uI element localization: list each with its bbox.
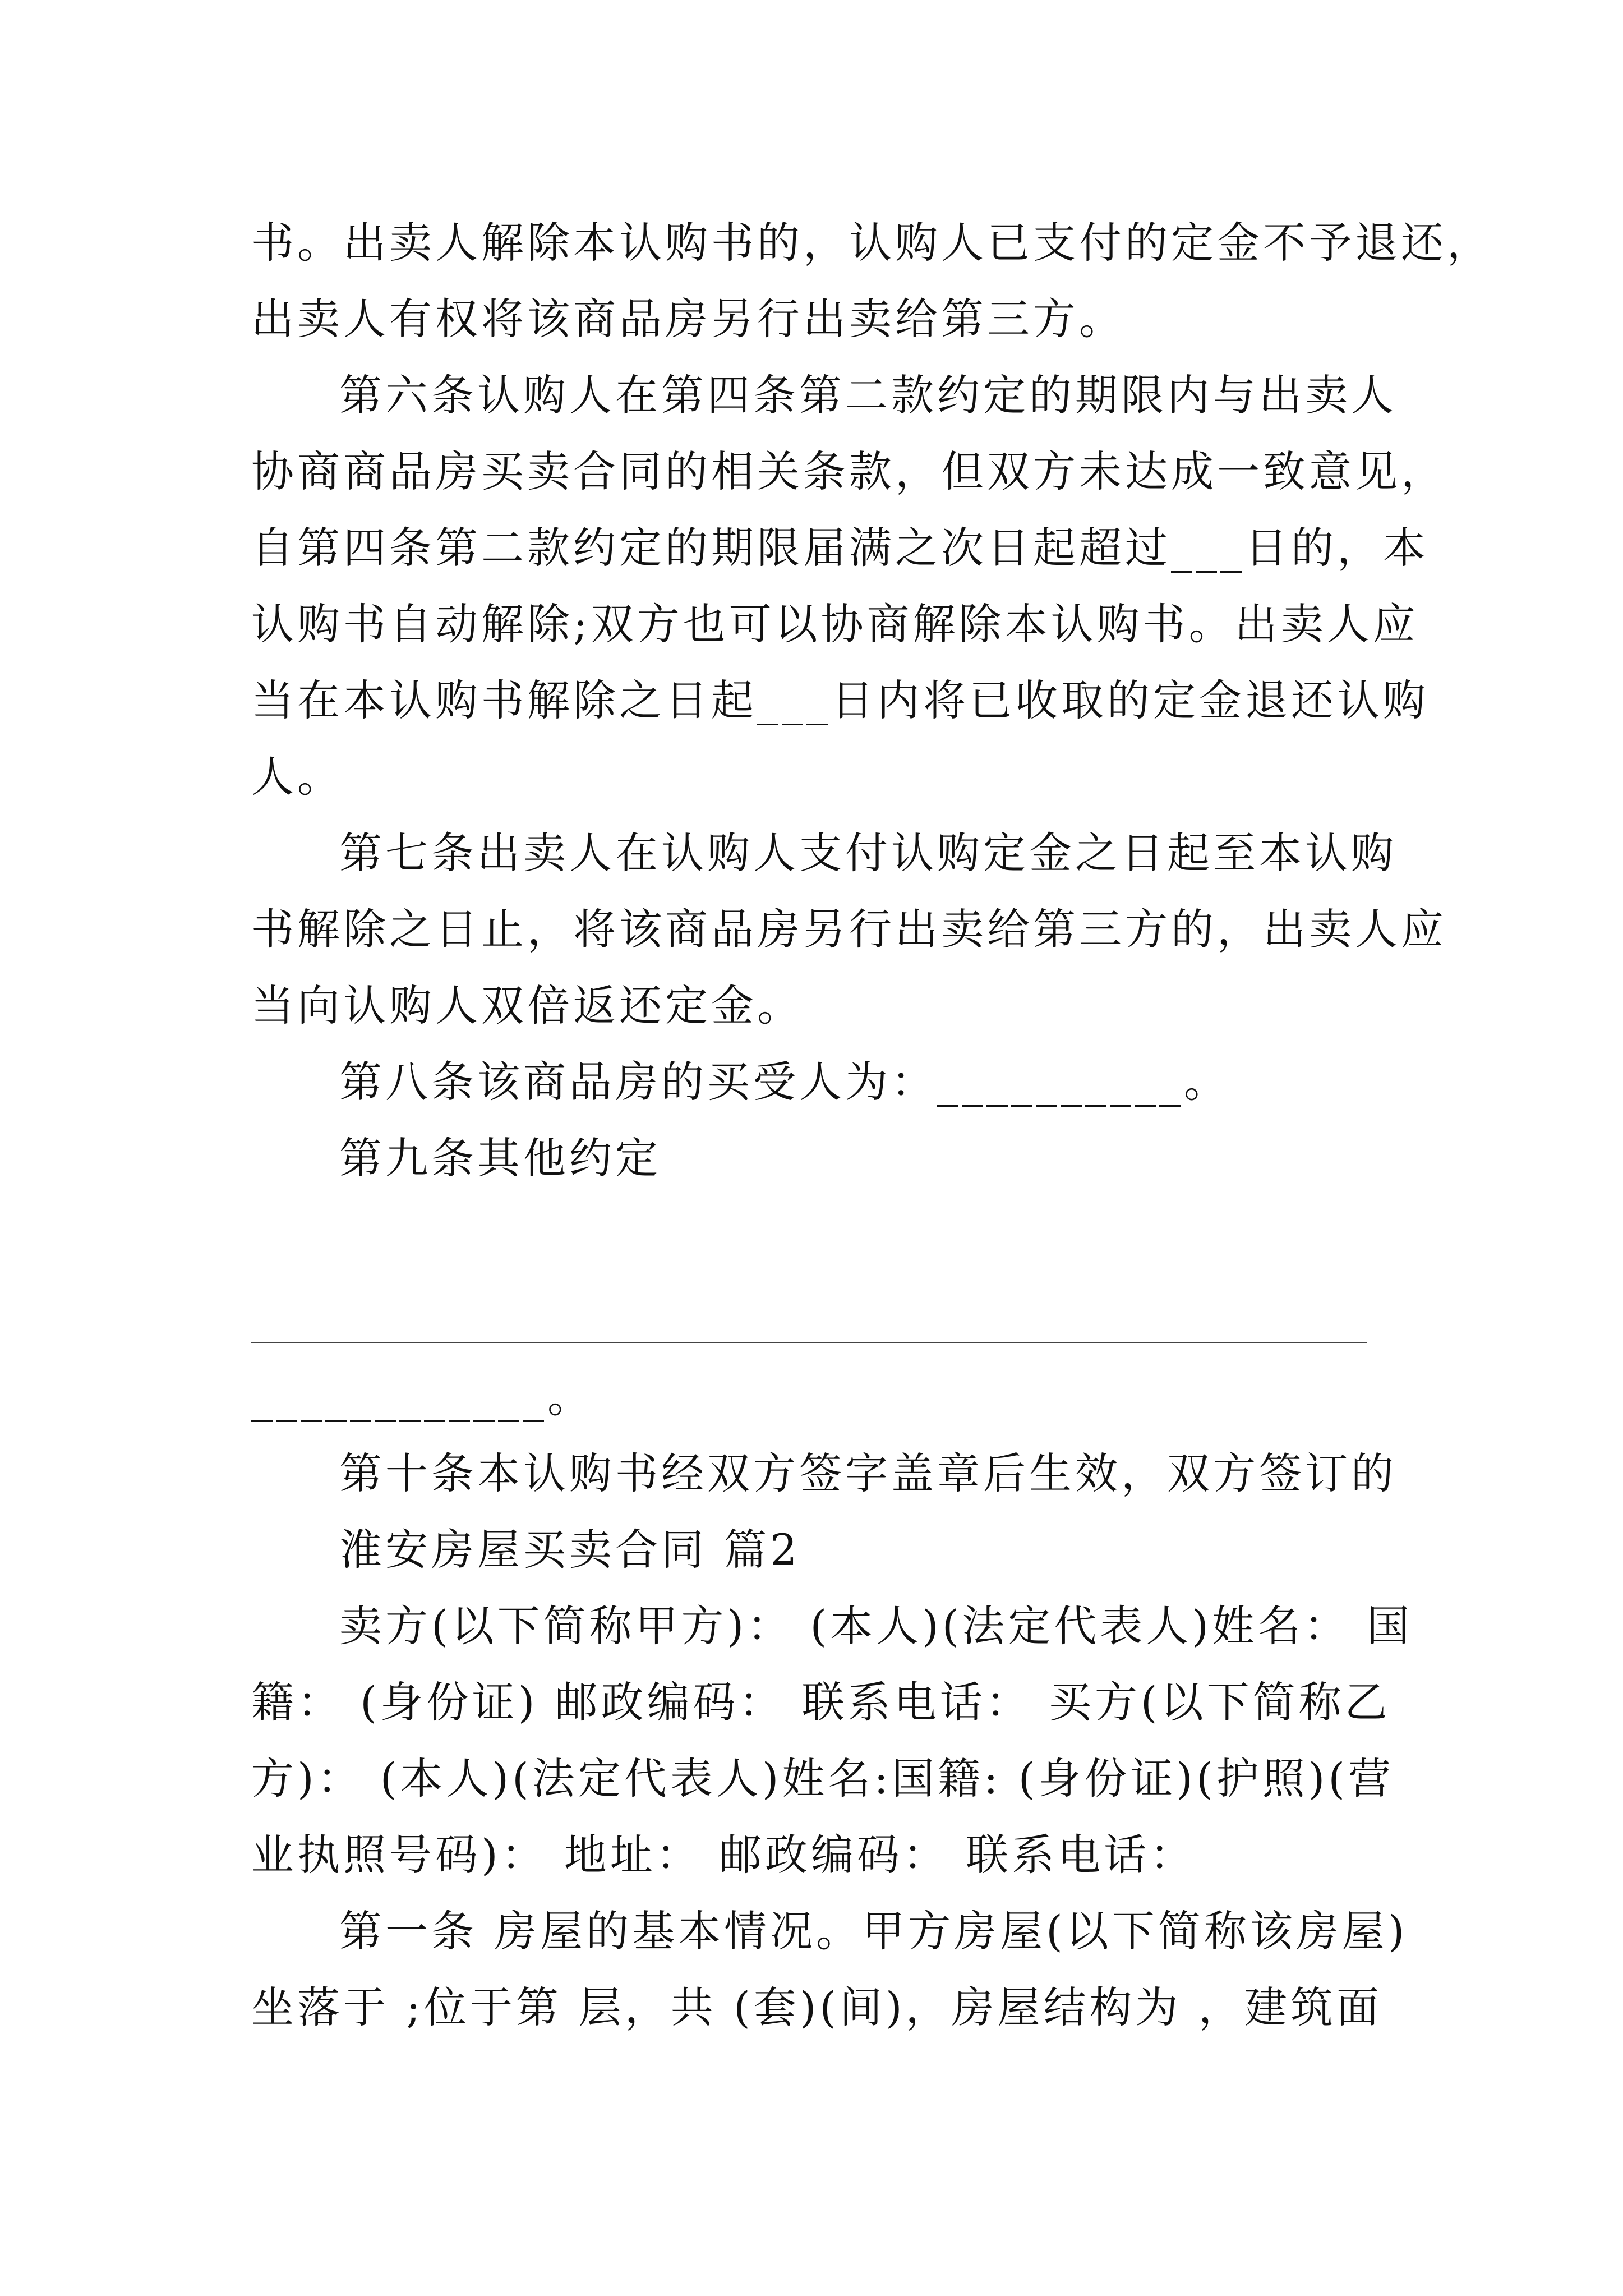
article-7-line-3: 当向认购人双倍返还定金。	[251, 981, 803, 1030]
article-8-line: 第八条该商品房的买受人为：__________。	[339, 1057, 1230, 1107]
article-9-heading: 第九条其他约定	[339, 1133, 661, 1183]
section-heading: 淮安房屋买卖合同 篇2	[339, 1525, 801, 1575]
article-1-line-2: 坐落于 ;位于第 层，共 (套)(间)，房屋结构为 ，建筑面	[251, 1982, 1382, 2032]
parties-line-1: 卖方(以下简称甲方)： (本人)(法定代表人)姓名： 国	[339, 1601, 1413, 1651]
article-10-line: 第十条本认购书经双方签字盖章后生效，双方签订的	[339, 1448, 1397, 1498]
article-6-line-6: 人。	[251, 752, 343, 802]
article-6-line-1: 第六条认购人在第四条第二款约定的期限内与出卖人	[339, 370, 1397, 420]
article-6-line-3: 自第四条第二款约定的期限届满之次日起超过___日的，本	[251, 523, 1429, 573]
parties-line-2: 籍： (身份证) 邮政编码： 联系电话： 买方(以下简称乙	[251, 1677, 1391, 1727]
blank-fill-end: ____________。	[251, 1372, 593, 1422]
article-6-line-4: 认购书自动解除;双方也可以协商解除本认购书。出卖人应	[251, 599, 1419, 649]
parties-line-4: 业执照号码)： 地址： 邮政编码： 联系电话：	[251, 1830, 1196, 1880]
text-line-1: 书。出卖人解除本认购书的，认购人已支付的定金不予退还，	[251, 218, 1493, 268]
text-line-2: 出卖人有权将该商品房另行出卖给第三方。	[251, 294, 1125, 344]
parties-line-3: 方)： (本人)(法定代表人)姓名:国籍: (身份证)(护照)(营	[251, 1754, 1395, 1803]
article-1-line-1: 第一条 房屋的基本情况。甲方房屋(以下简称该房屋)	[339, 1906, 1408, 1956]
article-6-line-5: 当在本认购书解除之日起___日内将已收取的定金退还认购	[251, 675, 1429, 725]
article-6-line-2: 协商商品房买卖合同的相关条款，但双方未达成一致意见，	[251, 447, 1447, 496]
article-7-line-1: 第七条出卖人在认购人支付认购定金之日起至本认购	[339, 828, 1397, 878]
article-7-line-2: 书解除之日止，将该商品房另行出卖给第三方的，出卖人应	[251, 904, 1447, 954]
blank-fill-line	[251, 1342, 1367, 1343]
